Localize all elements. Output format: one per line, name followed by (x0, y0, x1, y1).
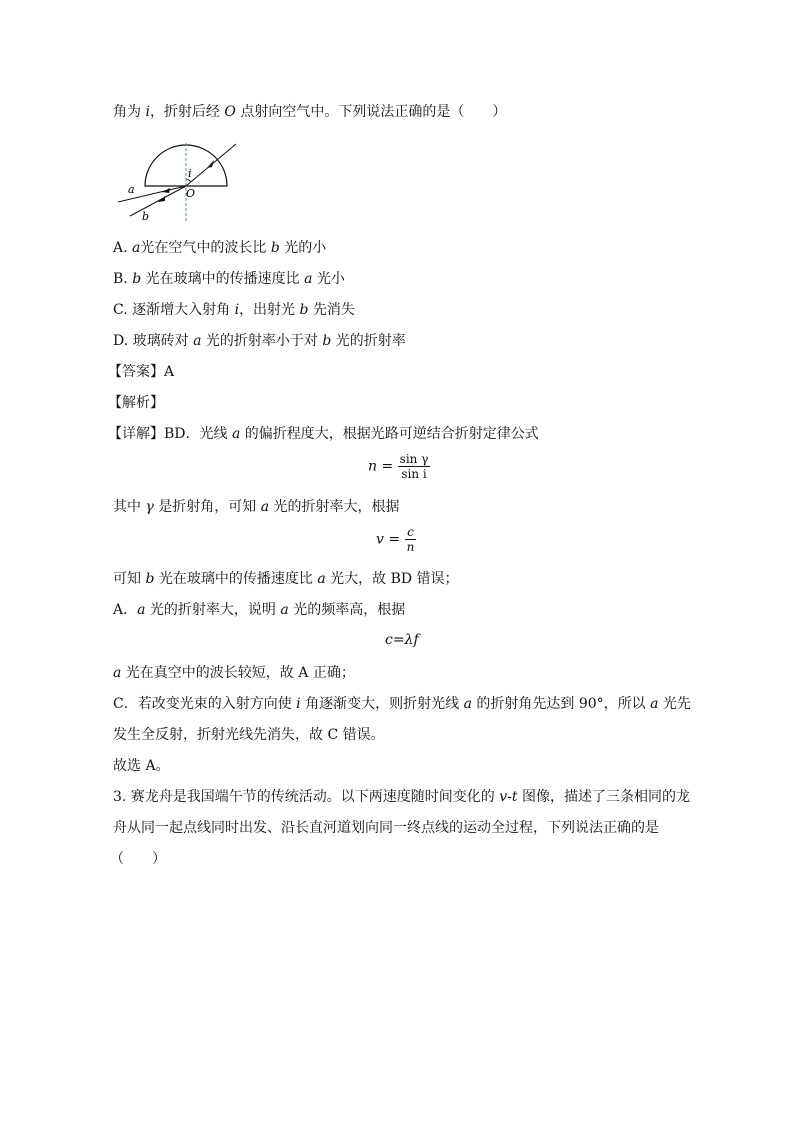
question-3-line-3: （ ） (110, 851, 166, 867)
fraction: $\frac{\text{sin γ}}{\text{sin i}}$ (399, 452, 429, 481)
formula-velocity: v = $\frac{c}{n}$ (376, 525, 415, 554)
option-a-analysis-line: A．a 光的折射率大，说明 a 光的频率高，根据 (113, 602, 406, 618)
velocity-conclusion-line: 可知 b 光在玻璃中的传播速度比 a 光大，故 BD 错误； (113, 571, 459, 587)
option-b: B. b 光在玻璃中的传播速度比 a 光小 (113, 271, 345, 287)
label-i: i (188, 167, 192, 180)
label-a: a (128, 183, 135, 196)
option-c-analysis-line: C．若改变光束的入射方向使 i 角逐渐变大，则折射光线 a 的折射角先达到 90°，所以 a 光先 (113, 696, 691, 712)
wavelength-line: a 光在真空中的波长较短，故 A 正确； (113, 665, 355, 681)
question-3-line-1: 3. 赛龙舟是我国端午节的传统活动。以下两速度随时间变化的 v-t 图像，描述了三条相同的龙 (113, 789, 690, 805)
formula-refraction: n = $\frac{\text{sin γ}}{\text{sin i}}$ (368, 452, 429, 481)
ray-b (130, 186, 186, 216)
ray-b-arrow (158, 196, 165, 202)
formula-wave: c=λf (385, 632, 419, 648)
option-d: D. 玻璃砖对 a 光的折射率小于对 b 光的折射率 (113, 333, 406, 349)
refraction-diagram-svg (112, 140, 242, 226)
option-c: C. 逐渐增大入射角 i，出射光 b 先消失 (113, 302, 355, 318)
label-O: O (186, 187, 196, 200)
option-c-analysis-line-2: 发生全反射，折射光线先消失，故 C 错误。 (113, 727, 385, 743)
ray-a-arrow (162, 188, 170, 193)
gamma-line: 其中 γ 是折射角，可知 a 光的折射率大，根据 (113, 499, 400, 515)
choose-line: 故选 A。 (113, 758, 170, 774)
label-b: b (142, 210, 150, 223)
question-3-line-2: 舟从同一起点线同时出发、沿长直河道划向同一终点线的运动全过程，下列说法正确的是 (113, 820, 659, 836)
fraction: $\frac{c}{n}$ (406, 525, 415, 554)
detail-line: 【详解】BD．光线 a 的偏折程度大，根据光路可逆结合折射定律公式 (108, 426, 539, 442)
analysis-label: 【解析】 (108, 395, 164, 411)
option-a: A. a光在空气中的波长比 b 光的小 (113, 240, 327, 256)
refraction-diagram (112, 140, 242, 226)
answer-label: 【答案】A (108, 364, 175, 380)
question-stem-line: 角为 i，折射后经 O 点射向空气中。下列说法正确的是（ ） (113, 104, 507, 120)
